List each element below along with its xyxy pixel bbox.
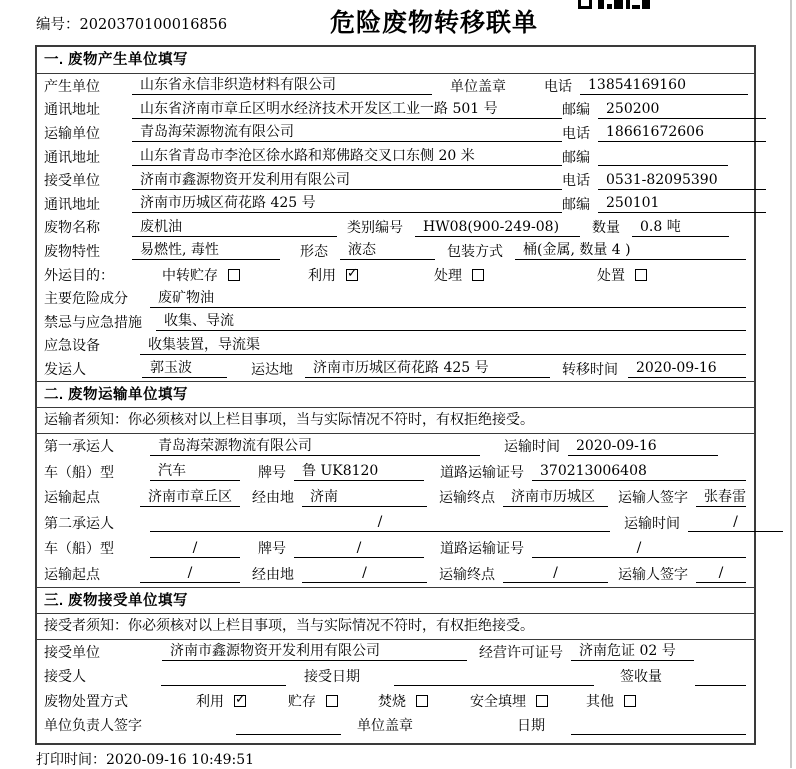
waste-code-value: HW08(900-249-08)	[415, 218, 580, 237]
emergency-measures-value: 收集、导流	[156, 312, 746, 331]
field-label: 处理	[434, 267, 462, 284]
emergency-measures-row	[37, 310, 754, 334]
emergency-equipment-row	[37, 334, 754, 358]
field-label: 牌号	[258, 541, 286, 558]
producer-address-row	[37, 98, 754, 122]
field-label: 焚烧	[378, 693, 406, 710]
field-label: 邮编	[562, 102, 590, 119]
receiving-unit-row	[37, 640, 754, 665]
receiver-person-row	[37, 664, 754, 689]
field-label: 接受单位	[44, 173, 100, 190]
transporter-phone-value: 18661672606	[598, 123, 766, 142]
unit-seal-label: 单位盖章	[357, 718, 413, 735]
vehicle-type-value: 汽车	[150, 462, 240, 481]
section-header: 三. 废物接受单位填写	[37, 587, 754, 614]
second-carrier-value: /	[150, 513, 610, 532]
field-label: 通讯地址	[44, 196, 100, 213]
doc-number: 编号：2020370100016856	[36, 17, 228, 33]
unit-seal-label: 单位盖章	[450, 78, 506, 95]
field-label: 运输起点	[44, 566, 100, 583]
transport-date-2-value: /	[688, 513, 783, 532]
field-label: 接受单位	[44, 644, 100, 661]
utilize-checkbox	[346, 269, 358, 281]
field-label: 第一承运人	[44, 439, 114, 456]
field-label: 经由地	[252, 566, 294, 583]
field-label: 禁忌与应急措施	[44, 314, 142, 331]
field-label: 通讯地址	[44, 102, 100, 119]
transporter-unit-value: 青岛海荣源物流有限公司	[132, 123, 562, 142]
receiver-phone-value: 0531-82095390	[598, 171, 766, 190]
packaging-value: 桶(金属, 数量 4 )	[515, 241, 746, 260]
section-2	[37, 381, 754, 587]
receiver-zip-value: 250101	[598, 194, 766, 213]
section-note: 运输者须知：你必须核对以上栏目事项，当与实际情况不符时，有权拒绝接受。	[37, 408, 754, 434]
field-label: 运输单位	[44, 125, 100, 142]
field-label: 邮编	[562, 149, 590, 166]
transport-date-value: 2020-09-16	[568, 437, 718, 456]
form-body	[37, 47, 754, 738]
main-hazard-row	[37, 286, 754, 310]
permit-number-value: 济南危证 02 号	[571, 642, 694, 661]
dispose-checkbox	[635, 269, 647, 281]
field-label: 利用	[196, 693, 224, 710]
disposal-utilize-checkbox	[234, 695, 246, 707]
receiving-unit-value: 济南市鑫源物资开发利用有限公司	[162, 642, 467, 661]
origin-2-value: /	[140, 564, 240, 583]
road-permit-value: 370213006408	[532, 462, 746, 481]
field-label: 第二承运人	[44, 515, 114, 532]
first-carrier-row	[37, 434, 754, 460]
responsible-signature-value	[236, 716, 341, 735]
vehicle-type-row	[37, 459, 754, 485]
section-1	[37, 47, 754, 381]
disposal-incinerate-checkbox	[416, 695, 428, 707]
field-label: 运输人签字	[618, 490, 688, 507]
field-label: 包装方式	[447, 243, 503, 260]
field-label: 经由地	[252, 490, 294, 507]
field-label: 电话	[562, 125, 590, 142]
treat-checkbox	[472, 269, 484, 281]
receiver-person-value	[161, 667, 286, 686]
field-label: 利用	[308, 267, 336, 284]
field-label: 运输时间	[624, 515, 680, 532]
waste-quantity-value: 0.8 吨	[632, 218, 729, 237]
field-label: 形态	[300, 243, 328, 260]
field-label: 电话	[544, 78, 572, 95]
consignor-value: 郭玉波	[142, 359, 227, 378]
field-label: 邮编	[562, 196, 590, 213]
field-label: 道路运输证号	[440, 464, 524, 481]
field-label: 车（船）型	[44, 541, 114, 558]
transporter-unit-row	[37, 121, 754, 145]
qr-code-fragment	[578, 0, 650, 10]
field-label: 数量	[592, 220, 620, 237]
producer-address-value: 山东省济南市章丘区明水经济技术开发区工业一路 501 号	[132, 100, 562, 119]
consignor-row	[37, 357, 754, 381]
transport-route-row	[37, 485, 754, 511]
field-label: 其他	[586, 693, 614, 710]
transport-route-row-2	[37, 561, 754, 587]
outbound-purpose-row	[37, 263, 754, 287]
receiver-unit-value: 济南市鑫源物资开发利用有限公司	[132, 171, 562, 190]
field-label: 废物处置方式	[44, 693, 128, 710]
section-3	[37, 587, 754, 738]
transporter-address-value: 山东省青岛市李沧区徐水路和郑佛路交叉口东侧 20 米	[132, 147, 562, 166]
field-label: 贮存	[288, 693, 316, 710]
vehicle-type-2-value: /	[150, 539, 240, 558]
waste-property-row	[37, 239, 754, 263]
received-quantity-value	[695, 667, 746, 686]
field-label: 发运人	[44, 361, 86, 378]
via-2-value: /	[302, 564, 427, 583]
vehicle-type-row-2	[37, 536, 754, 562]
field-label: 单位负责人签字	[44, 718, 142, 735]
field-label: 运输人签字	[618, 566, 688, 583]
terminus-value: 济南市历城区	[503, 488, 608, 507]
road-permit-2-value: /	[532, 539, 746, 558]
plate-number-value: 鲁 UK8120	[294, 462, 424, 481]
field-label: 通讯地址	[44, 149, 100, 166]
terminus-2-value: /	[503, 564, 608, 583]
field-label: 运输时间	[504, 439, 560, 456]
carrier-signature-value: 张春雷	[696, 488, 746, 507]
seal-date-value	[571, 716, 746, 735]
disposal-method-row	[37, 689, 754, 714]
field-label: 安全填埋	[470, 693, 526, 710]
destination-value: 济南市历城区荷花路 425 号	[305, 359, 550, 378]
field-label: 接受人	[44, 669, 86, 686]
section-note: 接受者须知：你必须核对以上栏目事项，当与实际情况不符时，有权拒绝接受。	[37, 614, 754, 640]
field-label: 处置	[597, 267, 625, 284]
producer-unit-value: 山东省永信非织造材料有限公司	[132, 76, 432, 95]
section-header: 一. 废物产生单位填写	[37, 47, 754, 74]
waste-name-value: 废机油	[132, 218, 337, 237]
field-label: 日期	[517, 718, 545, 735]
field-label: 电话	[562, 173, 590, 190]
field-label: 废物特性	[44, 243, 100, 260]
field-label: 接受日期	[304, 669, 360, 686]
field-label: 类别编号	[347, 220, 403, 237]
transfer-storage-checkbox	[228, 269, 240, 281]
section-header: 二. 废物运输单位填写	[37, 381, 754, 408]
first-carrier-value: 青岛海荣源物流有限公司	[150, 437, 480, 456]
signature-row	[37, 713, 754, 738]
field-label: 主要危险成分	[44, 291, 128, 308]
field-label: 运输终点	[439, 566, 495, 583]
disposal-other-checkbox	[624, 695, 636, 707]
plate-number-2-value: /	[294, 539, 424, 558]
field-label: 转移时间	[562, 361, 618, 378]
disposal-landfill-checkbox	[536, 695, 548, 707]
origin-value: 济南市章丘区	[140, 488, 240, 507]
field-label: 经营许可证号	[479, 644, 563, 661]
field-label: 外运目的：	[44, 267, 114, 284]
print-time: 打印时间：2020-09-16 10:49:51	[36, 752, 255, 768]
transfer-date-value: 2020-09-16	[628, 359, 746, 378]
page-edge-line	[790, 0, 792, 768]
receive-date-value	[394, 667, 594, 686]
second-carrier-row	[37, 510, 754, 536]
disposal-storage-checkbox	[326, 695, 338, 707]
emergency-equipment-value: 收集装置，导流渠	[140, 336, 746, 355]
field-label: 废物名称	[44, 220, 100, 237]
field-label: 牌号	[258, 464, 286, 481]
producer-phone-value: 13854169160	[580, 76, 748, 95]
receiver-unit-row	[37, 168, 754, 192]
waste-name-row	[37, 216, 754, 240]
transfer-form	[35, 45, 756, 745]
via-value: 济南	[302, 488, 427, 507]
page-title: 危险废物转移联单	[330, 9, 539, 37]
producer-zip-value: 250200	[598, 100, 766, 119]
waste-form-value: 液态	[340, 241, 435, 260]
field-label: 运输终点	[439, 490, 495, 507]
field-label: 车（船）型	[44, 464, 114, 481]
transporter-address-row	[37, 145, 754, 169]
field-label: 运达地	[251, 361, 293, 378]
field-label: 中转贮存	[162, 267, 218, 284]
field-label: 道路运输证号	[440, 541, 524, 558]
receiver-address-row	[37, 192, 754, 216]
waste-property-value: 易燃性, 毒性	[132, 241, 280, 260]
carrier-signature-2-value: /	[696, 564, 746, 583]
receiver-address-value: 济南市历城区荷花路 425 号	[132, 194, 562, 213]
field-label: 应急设备	[44, 338, 100, 355]
field-label: 签收量	[620, 669, 662, 686]
field-label: 产生单位	[44, 78, 100, 95]
transporter-zip-value	[598, 147, 728, 166]
field-label: 运输起点	[44, 490, 100, 507]
producer-unit-row	[37, 74, 754, 98]
main-hazard-value: 废矿物油	[150, 289, 746, 308]
